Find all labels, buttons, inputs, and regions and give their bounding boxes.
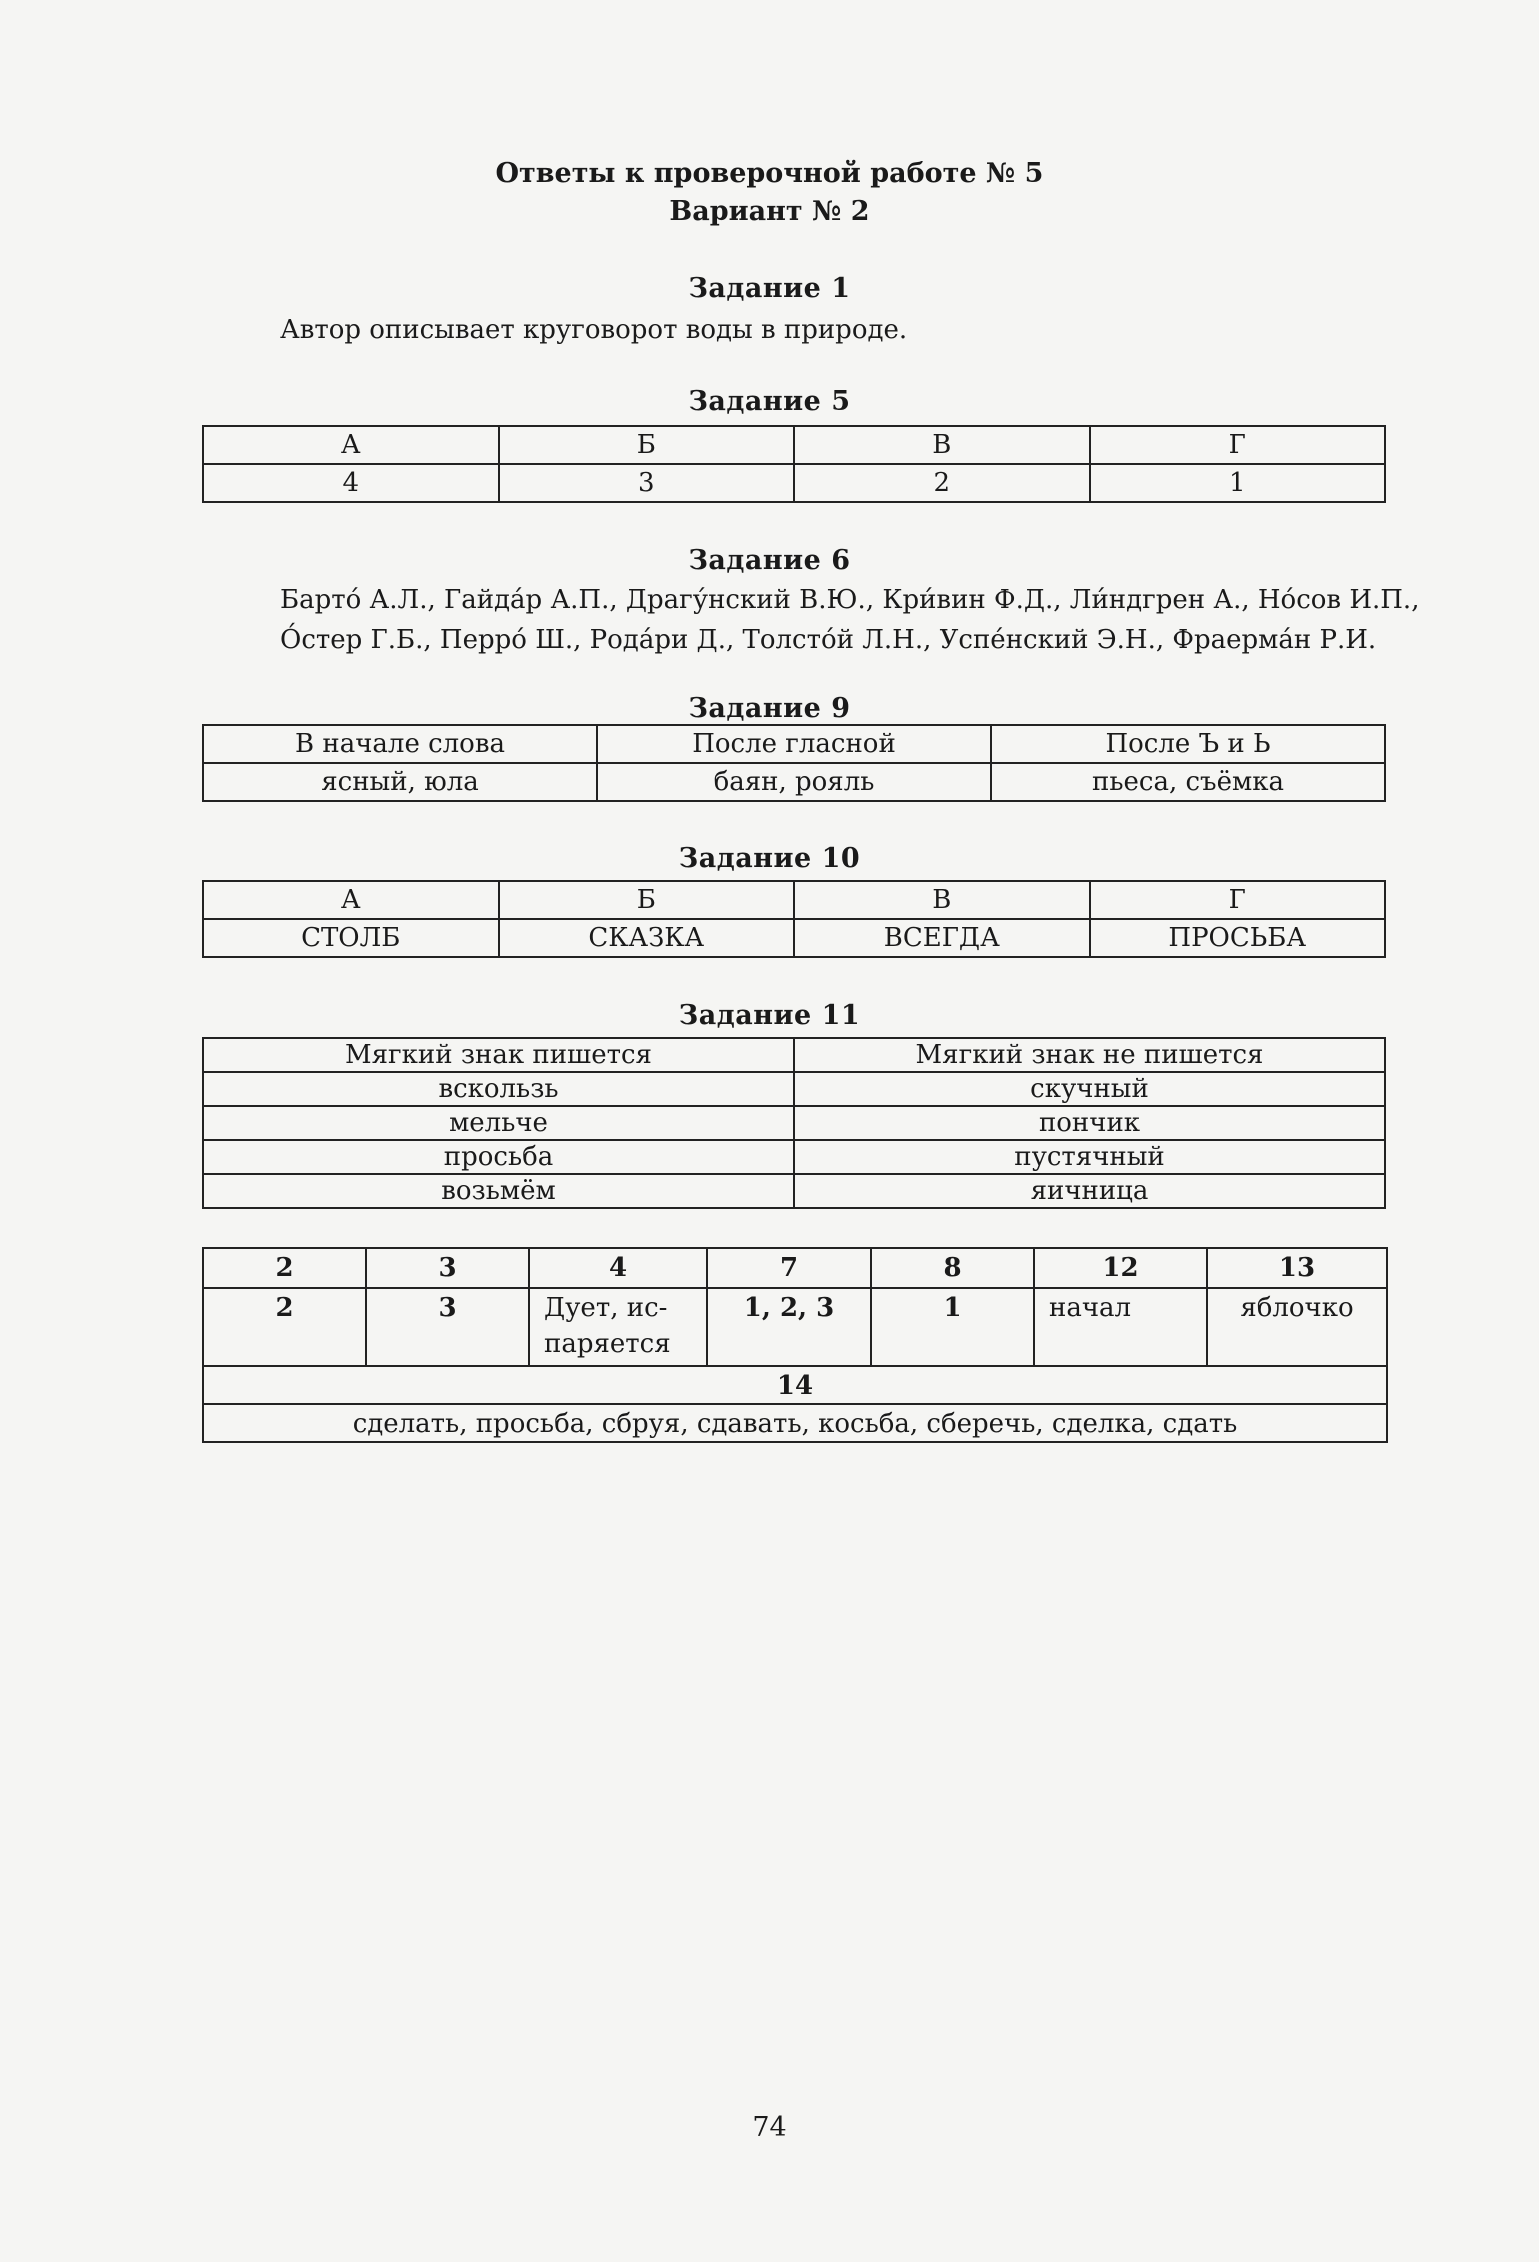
table-header-cell: 13 bbox=[1207, 1248, 1387, 1288]
task6-heading: Задание 6 bbox=[688, 545, 851, 576]
table-cell: мельче bbox=[203, 1106, 794, 1140]
table-cell: пончик bbox=[794, 1106, 1385, 1140]
task14-value-row bbox=[203, 1404, 1387, 1442]
table-header-cell: А bbox=[203, 426, 499, 464]
task9-header-row bbox=[203, 725, 1385, 763]
table-cell: 1 bbox=[1090, 464, 1386, 502]
task11-heading: Задание 11 bbox=[678, 1000, 861, 1031]
table-cell: 3 bbox=[366, 1288, 529, 1366]
task6-answer-line1: Барто́ А.Л., Гайда́р А.П., Драгу́нский В.Ю., Кри́вин Ф.Д., Ли́ндгрен А., Но́сов И.П., bbox=[280, 585, 1420, 615]
task10-value-row bbox=[203, 919, 1385, 957]
task9-heading: Задание 9 bbox=[688, 693, 851, 724]
table-row bbox=[203, 1072, 1385, 1106]
table-header-cell: В bbox=[794, 426, 1090, 464]
table-header-cell: 12 bbox=[1034, 1248, 1207, 1288]
task14-header-row bbox=[203, 1366, 1387, 1404]
task9-table bbox=[202, 724, 1386, 802]
task10-header-row bbox=[203, 881, 1385, 919]
table-header-cell: 3 bbox=[366, 1248, 529, 1288]
table-header-cell: В bbox=[794, 881, 1090, 919]
table-cell: 3 bbox=[499, 464, 795, 502]
table-cell: СТОЛБ bbox=[203, 919, 499, 957]
table-cell: яблочко bbox=[1207, 1288, 1387, 1366]
table-cell: 2 bbox=[203, 1288, 366, 1366]
task5-heading: Задание 5 bbox=[688, 386, 851, 417]
table-cell: ясный, юла bbox=[203, 763, 597, 801]
table-cell: начал bbox=[1034, 1288, 1207, 1366]
table-header-cell: 2 bbox=[203, 1248, 366, 1288]
table-cell: ВСЕГДА bbox=[794, 919, 1090, 957]
task1-heading: Задание 1 bbox=[688, 273, 851, 304]
table-row bbox=[203, 1140, 1385, 1174]
page-title: Ответы к проверочной работе № 5 bbox=[495, 158, 1044, 189]
variant-title: Вариант № 2 bbox=[669, 196, 870, 227]
table-header-cell: Б bbox=[499, 881, 795, 919]
task5-table bbox=[202, 425, 1386, 503]
table-header-cell: 14 bbox=[203, 1366, 1387, 1404]
task9-value-row bbox=[203, 763, 1385, 801]
table-header-cell: Г bbox=[1090, 881, 1386, 919]
table-header-cell: 7 bbox=[707, 1248, 871, 1288]
table-cell: 1, 2, 3 bbox=[707, 1288, 871, 1366]
summary-table bbox=[202, 1247, 1388, 1443]
table-cell: возьмём bbox=[203, 1174, 794, 1208]
task5-value-row bbox=[203, 464, 1385, 502]
task10-table bbox=[202, 880, 1386, 958]
page-number: 74 bbox=[752, 2112, 787, 2143]
table-cell: скучный bbox=[794, 1072, 1385, 1106]
table-header-cell: Б bbox=[499, 426, 795, 464]
table-cell: вскользь bbox=[203, 1072, 794, 1106]
task10-heading: Задание 10 bbox=[678, 843, 861, 874]
table-cell: пьеса, съёмка bbox=[991, 763, 1385, 801]
table-header-cell: А bbox=[203, 881, 499, 919]
task4-line1: Дует, ис- bbox=[544, 1293, 668, 1323]
table-cell: сделать, просьба, сбруя, сдавать, косьба, сберечь, сделка, сдать bbox=[203, 1404, 1387, 1442]
table-cell: просьба bbox=[203, 1140, 794, 1174]
table-row bbox=[203, 1106, 1385, 1140]
table-cell: СКАЗКА bbox=[499, 919, 795, 957]
summary-value-row bbox=[203, 1288, 1387, 1366]
table-header-cell: Г bbox=[1090, 426, 1386, 464]
table-cell: 1 bbox=[871, 1288, 1034, 1366]
table-header-cell: В начале слова bbox=[203, 725, 597, 763]
table-header-cell: Мягкий знак не пишется bbox=[794, 1038, 1385, 1072]
task11-table bbox=[202, 1037, 1386, 1209]
table-cell: яичница bbox=[794, 1174, 1385, 1208]
table-cell: ПРОСЬБА bbox=[1090, 919, 1386, 957]
task11-header-row bbox=[203, 1038, 1385, 1072]
table-cell: 4 bbox=[203, 464, 499, 502]
summary-header-row bbox=[203, 1248, 1387, 1288]
table-cell: пустячный bbox=[794, 1140, 1385, 1174]
task1-answer: Автор описывает круговорот воды в природе. bbox=[280, 315, 908, 345]
table-cell-task4 bbox=[529, 1288, 707, 1366]
task5-header-row bbox=[203, 426, 1385, 464]
table-header-cell: 8 bbox=[871, 1248, 1034, 1288]
task6-answer-line2: О́стер Г.Б., Перро́ Ш., Рода́ри Д., Толсто́й Л.Н., Успе́нский Э.Н., Фраерма́н Р.И. bbox=[280, 625, 1377, 655]
table-cell: баян, рояль bbox=[597, 763, 991, 801]
table-row bbox=[203, 1174, 1385, 1208]
table-header-cell: После гласной bbox=[597, 725, 991, 763]
table-cell: 2 bbox=[794, 464, 1090, 502]
task4-line2: паряется bbox=[544, 1329, 671, 1359]
table-header-cell: После Ъ и Ь bbox=[991, 725, 1385, 763]
table-header-cell: Мягкий знак пишется bbox=[203, 1038, 794, 1072]
table-header-cell: 4 bbox=[529, 1248, 707, 1288]
